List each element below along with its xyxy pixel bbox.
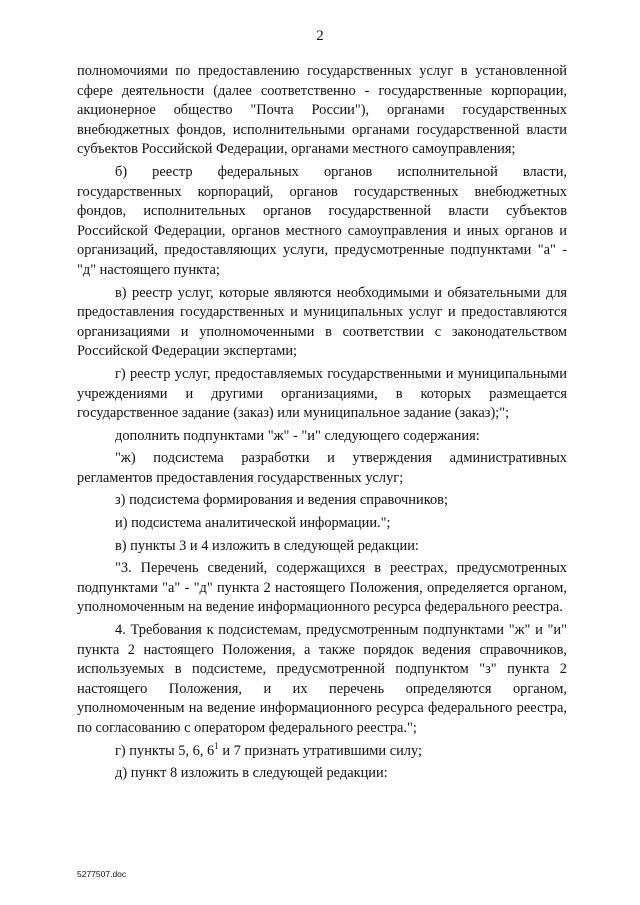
paragraph-item-v: в) реестр услуг, которые являются необходимыми и обязательными для предоставления государственных и муниципальных услуг и предоставляются организациями и уполномоченными в соответствии с законодательством Российской Федерации экспертами; bbox=[77, 284, 567, 360]
item-g-text-after: и 7 признать утратившими силу; bbox=[218, 742, 422, 759]
document-body bbox=[77, 62, 567, 787]
paragraph-continuation: полномочиями по предоставлению государственных услуг в установленной сфере деятельности (далее соответственно - государственные корпорации, акционерное общество "Почта России"), органами государственных внебюджетных фондов, исполнительными органами государственной власти субъектов Российской Федерации, органами местного самоуправления; bbox=[77, 63, 567, 158]
paragraph-item-g: г) реестр услуг, предоставляемых государственными и муниципальными учреждениями и другими организациями, в которых размещается государственное задание (заказ) или муниципальное задание (заказ);"; bbox=[77, 365, 567, 422]
paragraph-supplement: дополнить подпунктами "ж" - "и" следующего содержания: bbox=[115, 427, 480, 444]
paragraph-item-zh: "ж) подсистема разработки и утверждения административных регламентов предоставления государственных услуг; bbox=[77, 450, 567, 486]
paragraph-point-4: 4. Требования к подсистемам, предусмотренным подпунктами "ж" и "и" пункта 2 настоящего Положения, а также порядок ведения справочников, используемых в подсистеме, предусмотренной подпунктом "з" пункта 2 настоящего Положения, и их перечень определяются органом, уполномоченным на ведение информационного ресурса федерального реестра, по согласованию с оператором федерального реестра."; bbox=[77, 622, 567, 736]
item-g-superscript: 1 bbox=[214, 740, 219, 751]
item-g-text-before: г) пункты 5, 6, 6 bbox=[115, 742, 215, 759]
paragraph-point-3: "3. Перечень сведений, содержащихся в реестрах, предусмотренных подпунктами "а" - "д" пункта 2 настоящего Положения, определяется органом, уполномоченным на ведение информационного ресурса федерального реестра. bbox=[77, 560, 567, 616]
file-code: 5277507.doc bbox=[77, 869, 127, 879]
paragraph-item-i: и) подсистема аналитической информации."; bbox=[115, 515, 391, 532]
paragraph-item-g-repeal bbox=[77, 742, 567, 762]
paragraph-item-b: б) реестр федеральных органов исполнительной власти, государственных корпораций, органов государственных внебюджетных фондов, исполнительных органов государственной власти субъектов Российской Федерации, органов местного самоуправления и иных органов и организаций, предоставляющих услуги, предусмотренные подпунктами "а" - "д" настоящего пункта; bbox=[77, 163, 567, 278]
paragraph-points-3-4: в) пункты 3 и 4 изложить в следующей редакции: bbox=[115, 537, 419, 554]
paragraph-item-z: з) подсистема формирования и ведения справочников; bbox=[115, 492, 448, 509]
page-number: 2 bbox=[316, 28, 324, 44]
paragraph-item-d: д) пункт 8 изложить в следующей редакции: bbox=[115, 765, 388, 782]
